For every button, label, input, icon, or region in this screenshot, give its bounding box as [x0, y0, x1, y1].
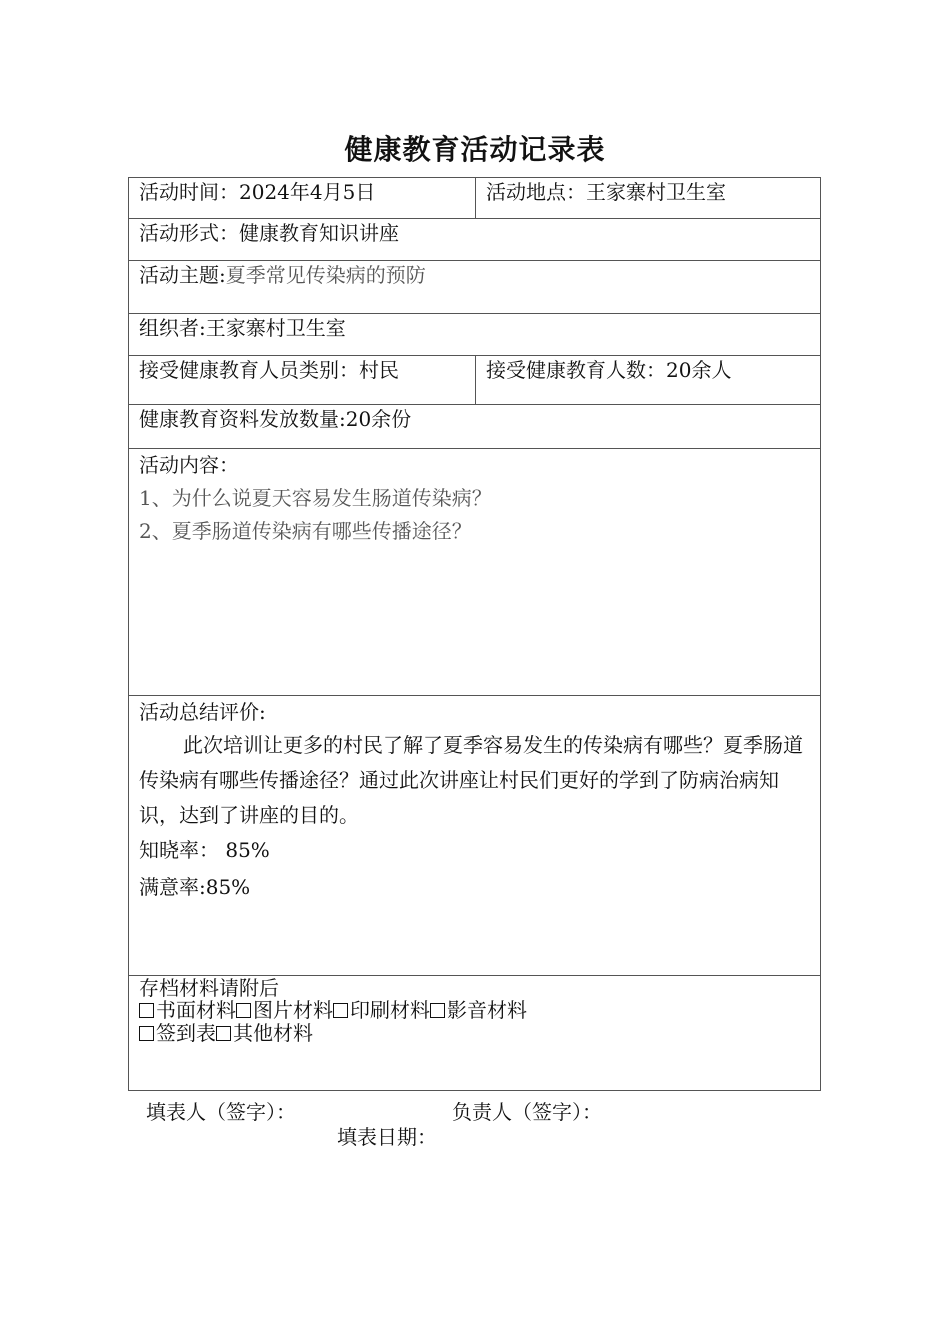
page-title: 健康教育活动记录表	[344, 133, 606, 166]
row-time-location	[129, 178, 820, 219]
row-materials-count	[129, 405, 820, 449]
audience-type: 接受健康教育人员类别：村民	[139, 358, 399, 382]
archive-label: 存档材料请附后	[139, 976, 279, 1000]
content-item-1: 1、为什么说夏天容易发生肠道传染病？	[139, 486, 492, 510]
responsible-signature: 负责人（签字）：	[452, 1100, 602, 1124]
row-theme	[129, 261, 820, 314]
activity-form: 活动形式：健康教育知识讲座	[139, 221, 399, 245]
record-table	[128, 177, 821, 1091]
theme-value: 夏季常见传染病的预防	[225, 263, 426, 287]
checkbox-pictures[interactable]	[236, 1003, 251, 1018]
organizer: 组织者:王家寨村卫生室	[139, 316, 346, 340]
option-written: 书面材料	[156, 998, 236, 1022]
content-item-2: 2、夏季肠道传染病有哪些传播途径？	[139, 519, 472, 543]
row-form	[129, 219, 820, 261]
filler-signature: 填表人（签字）：	[146, 1100, 296, 1124]
activity-theme	[129, 261, 820, 313]
row-summary	[129, 696, 820, 976]
row-organizer	[129, 314, 820, 356]
activity-time: 活动时间：2024年4月5日	[139, 180, 376, 204]
awareness-rate: 知晓率： 85%	[139, 838, 270, 862]
materials-count: 健康教育资料发放数量:20余份	[139, 407, 412, 431]
summary-label: 活动总结评价:	[139, 700, 266, 724]
row-archive	[129, 976, 820, 1090]
activity-location: 活动地点：王家寨村卫生室	[475, 178, 820, 218]
option-audiovisual: 影音材料	[447, 998, 527, 1022]
checkbox-signin[interactable]	[139, 1026, 154, 1041]
checkbox-printed[interactable]	[333, 1003, 348, 1018]
archive-options-line2	[139, 1021, 313, 1045]
option-signin: 签到表	[156, 1021, 216, 1045]
checkbox-written[interactable]	[139, 1003, 154, 1018]
satisfaction-rate: 满意率:85%	[139, 875, 251, 899]
audience-count: 接受健康教育人数：20余人	[475, 356, 820, 404]
fill-date: 填表日期：	[337, 1125, 437, 1149]
checkbox-audiovisual[interactable]	[430, 1003, 445, 1018]
checkbox-other[interactable]	[216, 1026, 231, 1041]
theme-label: 活动主题:	[139, 263, 226, 287]
option-other: 其他材料	[233, 1021, 313, 1045]
archive-options-line1	[139, 998, 527, 1022]
option-pictures: 图片材料	[253, 998, 333, 1022]
content-label: 活动内容：	[139, 453, 239, 477]
row-audience	[129, 356, 820, 405]
option-printed: 印刷材料	[350, 998, 430, 1022]
row-content	[129, 449, 820, 696]
summary-paragraph: 此次培训让更多的村民了解了夏季容易发生的传染病有哪些？夏季肠道传染病有哪些传播途径？通过此次讲座让村民们更好的学到了防病治病知识，达到了讲座的目的。	[139, 733, 803, 827]
